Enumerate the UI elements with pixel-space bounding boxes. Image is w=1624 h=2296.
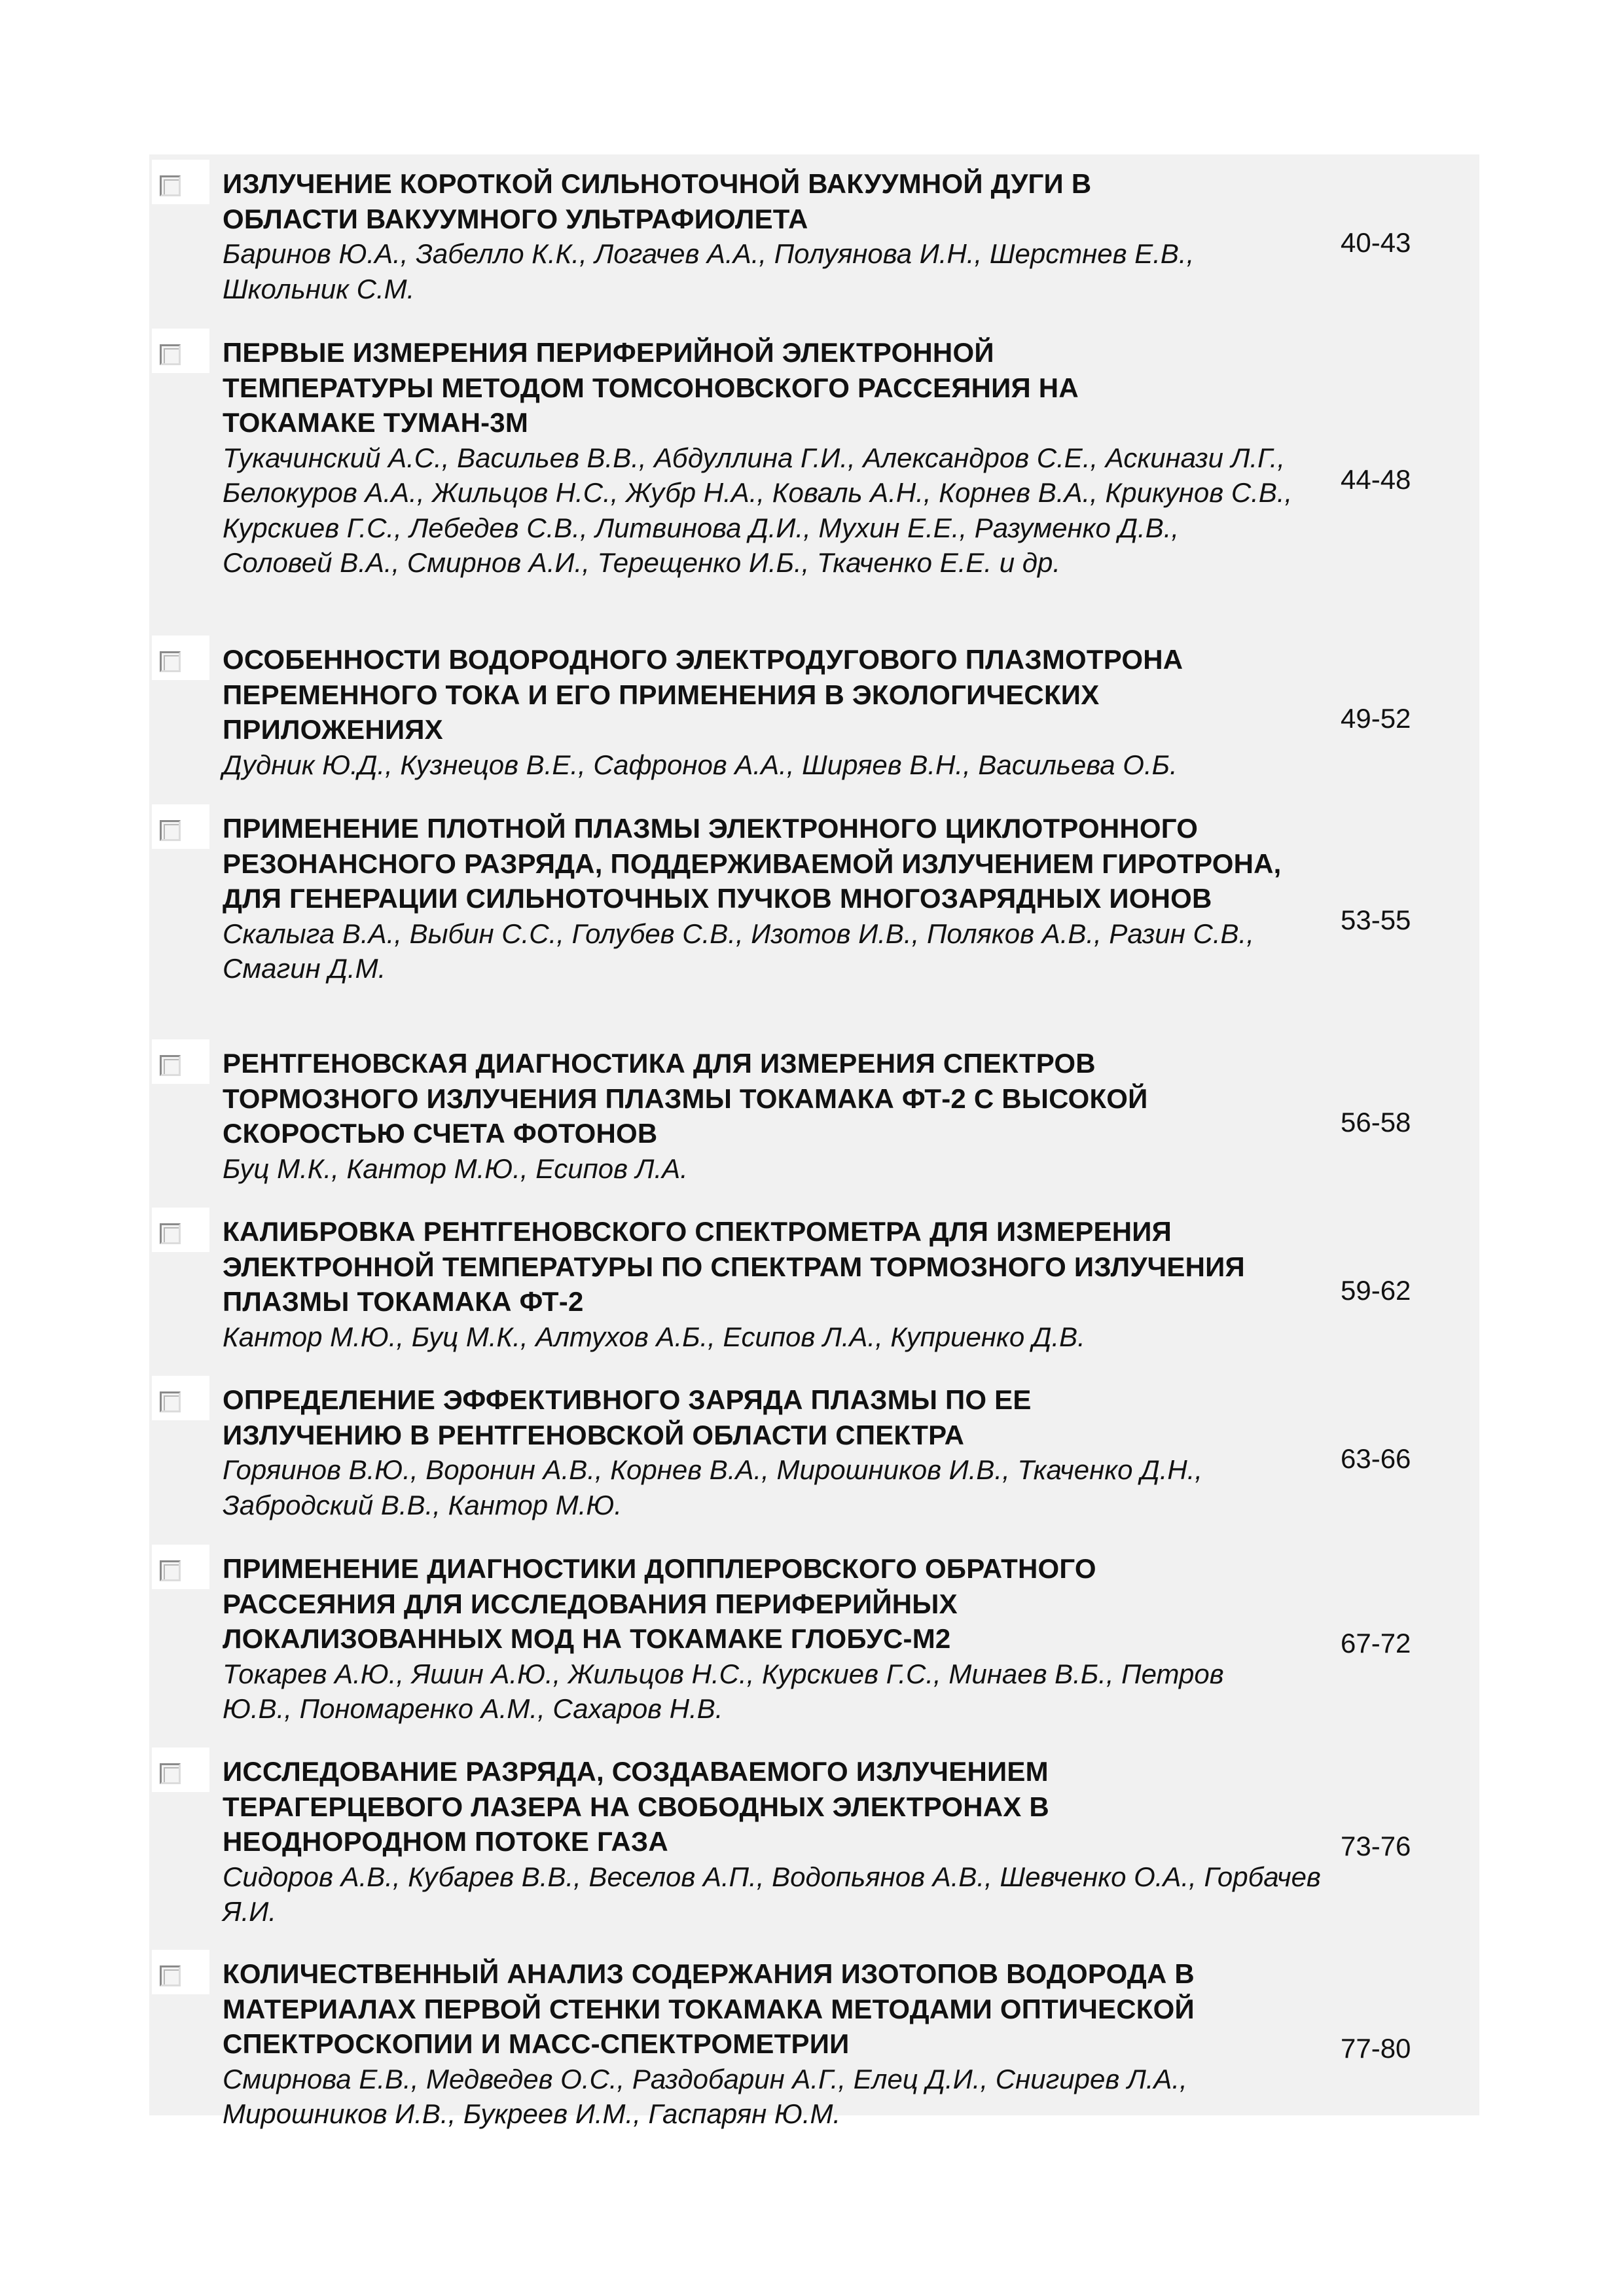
- article-authors: Тукачинский А.С., Васильев В.В., Абдуллина Г.И., Александров С.Е., Аскинази Л.Г., Белокуров А.А., Жильцов Н.С., Жубр Н.А., Коваль А.Н., Корнев В.А., Крикунов С.В., Курскиев Г.С., Лебедев С.В., Литвинова Д.И., Мухин Е.Е., Разуменко Д.В., Соловей В.А., Смирнов А.И., Терещенко И.Б., Ткаченко Е.Е. и др.: [223, 442, 1293, 578]
- select-article-checkbox[interactable]: [160, 820, 181, 841]
- article-pages: 56-58: [1341, 1107, 1411, 1138]
- select-article-checkbox[interactable]: [160, 1763, 181, 1784]
- article-authors: Скалыга В.А., Выбин С.С., Голубев С.В., Изотов И.В., Поляков А.В., Разин С.В., Смагин Д.М.: [223, 918, 1254, 984]
- select-article-checkbox[interactable]: [160, 1560, 181, 1581]
- article-pages: 53-55: [1341, 905, 1411, 935]
- article-title[interactable]: ОСОБЕННОСТИ ВОДОРОДНОГО ЭЛЕКТРОДУГОВОГО ПЛАЗМОТРОНА ПЕРЕМЕННОГО ТОКА И ЕГО ПРИМЕНЕНИЯ В ЭКОЛОГИЧЕСКИХ ПРИЛОЖЕНИЯХ: [223, 644, 1183, 745]
- checkbox-cell: [152, 1748, 209, 1792]
- select-article-checkbox[interactable]: [160, 1965, 181, 1986]
- article-text: [223, 1754, 1453, 1929]
- article-pages: 77-80: [1341, 2033, 1411, 2064]
- checkbox-cell: [152, 804, 209, 849]
- select-article-checkbox[interactable]: [160, 1055, 181, 1076]
- article-title[interactable]: РЕНТГЕНОВСКАЯ ДИАГНОСТИКА ДЛЯ ИЗМЕРЕНИЯ СПЕКТРОВ ТОРМОЗНОГО ИЗЛУЧЕНИЯ ПЛАЗМЫ ТОКАМАКА ФТ-2 С ВЫСОКОЙ СКОРОСТЬЮ СЧЕТА ФОТОНОВ: [223, 1048, 1148, 1149]
- article-pages: 59-62: [1341, 1275, 1411, 1306]
- article-text: [223, 1046, 1453, 1186]
- article-title[interactable]: ИЗЛУЧЕНИЕ КОРОТКОЙ СИЛЬНОТОЧНОЙ ВАКУУМНОЙ ДУГИ В ОБЛАСТИ ВАКУУМНОГО УЛЬТРАФИОЛЕТА: [223, 168, 1092, 234]
- article-text: [223, 811, 1453, 986]
- article-text: [223, 1382, 1453, 1522]
- article-text: [223, 335, 1453, 581]
- checkbox-cell: [152, 329, 209, 373]
- checkbox-cell: [152, 160, 209, 204]
- article-text: [223, 166, 1453, 306]
- article-authors: Сидоров А.В., Кубарев В.В., Веселов А.П., Водопьянов А.В., Шевченко О.А., Горбачев Я.И.: [223, 1861, 1321, 1927]
- select-article-checkbox[interactable]: [160, 651, 181, 672]
- article-authors: Токарев А.Ю., Яшин А.Ю., Жильцов Н.С., Курскиев Г.С., Минаев В.Б., Петров Ю.В., Пономаренко А.М., Сахаров Н.В.: [223, 1658, 1224, 1724]
- checkbox-cell: [152, 1208, 209, 1252]
- article-text: [223, 1956, 1453, 2132]
- checkbox-cell: [152, 1950, 209, 1994]
- table-of-contents: [149, 154, 1479, 2129]
- article-text: [223, 642, 1453, 782]
- article-title[interactable]: ИССЛЕДОВАНИЕ РАЗРЯДА, СОЗДАВАЕМОГО ИЗЛУЧЕНИЕМ ТЕРАГЕРЦЕВОГО ЛАЗЕРА НА СВОБОДНЫХ ЭЛЕКТРОНАХ В НЕОДНОРОДНОМ ПОТОКЕ ГАЗА: [223, 1756, 1049, 1857]
- article-authors: Кантор М.Ю., Буц М.К., Алтухов А.Б., Есипов Л.А., Куприенко Д.В.: [223, 1321, 1085, 1352]
- select-article-checkbox[interactable]: [160, 1391, 181, 1412]
- article-text: [223, 1551, 1453, 1727]
- article-authors: Горяинов В.Ю., Воронин А.В., Корнев В.А., Мирошников И.В., Ткаченко Д.Н., Забродский В.В., Кантор М.Ю.: [223, 1454, 1203, 1520]
- article-pages: 49-52: [1341, 703, 1411, 734]
- article-authors: Баринов Ю.А., Забелло К.К., Логачев А.А., Полуянова И.Н., Шерстнев Е.В., Школьник С.М.: [223, 238, 1195, 304]
- article-pages: 40-43: [1341, 227, 1411, 258]
- article-title[interactable]: КАЛИБРОВКА РЕНТГЕНОВСКОГО СПЕКТРОМЕТРА ДЛЯ ИЗМЕРЕНИЯ ЭЛЕКТРОННОЙ ТЕМПЕРАТУРЫ ПО СПЕКТРАМ ТОРМОЗНОГО ИЗЛУЧЕНИЯ ПЛАЗМЫ ТОКАМАКА ФТ-2: [223, 1216, 1245, 1317]
- article-authors: Смирнова Е.В., Медведев О.С., Раздобарин А.Г., Елец Д.И., Снигирев Л.А., Мирошников И.В., Букреев И.М., Гаспарян Ю.М.: [223, 2063, 1187, 2129]
- article-pages: 67-72: [1341, 1628, 1411, 1659]
- article-pages: 63-66: [1341, 1443, 1411, 1474]
- article-title[interactable]: ПРИМЕНЕНИЕ ПЛОТНОЙ ПЛАЗМЫ ЭЛЕКТРОННОГО ЦИКЛОТРОННОГО РЕЗОНАНСНОГО РАЗРЯДА, ПОДДЕРЖИВАЕМОЙ ИЗЛУЧЕНИЕМ ГИРОТРОНА, ДЛЯ ГЕНЕРАЦИИ СИЛЬНОТОЧНЫХ ПУЧКОВ МНОГОЗАРЯДНЫХ ИОНОВ: [223, 813, 1282, 914]
- select-article-checkbox[interactable]: [160, 344, 181, 365]
- checkbox-cell: [152, 636, 209, 680]
- article-title[interactable]: КОЛИЧЕСТВЕННЫЙ АНАЛИЗ СОДЕРЖАНИЯ ИЗОТОПОВ ВОДОРОДА В МАТЕРИАЛАХ ПЕРВОЙ СТЕНКИ ТОКАМАКА МЕТОДАМИ ОПТИЧЕСКОЙ СПЕКТРОСКОПИИ И МАСС-СПЕКТРОМЕТРИИ: [223, 1958, 1195, 2059]
- article-pages: 73-76: [1341, 1831, 1411, 1861]
- article-authors: Дудник Ю.Д., Кузнецов В.Е., Сафронов А.А., Ширяев В.Н., Васильева О.Б.: [223, 749, 1178, 780]
- article-text: [223, 1214, 1453, 1354]
- article-title[interactable]: ПЕРВЫЕ ИЗМЕРЕНИЯ ПЕРИФЕРИЙНОЙ ЭЛЕКТРОННОЙ ТЕМПЕРАТУРЫ МЕТОДОМ ТОМСОНОВСКОГО РАССЕЯНИЯ НА ТОКАМАКЕ ТУМАН-3М: [223, 337, 1079, 438]
- article-pages: 44-48: [1341, 464, 1411, 495]
- article-title[interactable]: ПРИМЕНЕНИЕ ДИАГНОСТИКИ ДОППЛЕРОВСКОГО ОБРАТНОГО РАССЕЯНИЯ ДЛЯ ИССЛЕДОВАНИЯ ПЕРИФЕРИЙНЫХ ЛОКАЛИЗОВАННЫХ МОД НА ТОКАМАКЕ ГЛОБУС-М2: [223, 1553, 1096, 1654]
- select-article-checkbox[interactable]: [160, 175, 181, 196]
- checkbox-cell: [152, 1376, 209, 1420]
- article-title[interactable]: ОПРЕДЕЛЕНИЕ ЭФФЕКТИВНОГО ЗАРЯДА ПЛАЗМЫ ПО ЕЕ ИЗЛУЧЕНИЮ В РЕНТГЕНОВСКОЙ ОБЛАСТИ СПЕКТРА: [223, 1384, 1032, 1450]
- select-article-checkbox[interactable]: [160, 1223, 181, 1244]
- checkbox-cell: [152, 1545, 209, 1589]
- checkbox-cell: [152, 1039, 209, 1084]
- article-authors: Буц М.К., Кантор М.Ю., Есипов Л.А.: [223, 1153, 688, 1184]
